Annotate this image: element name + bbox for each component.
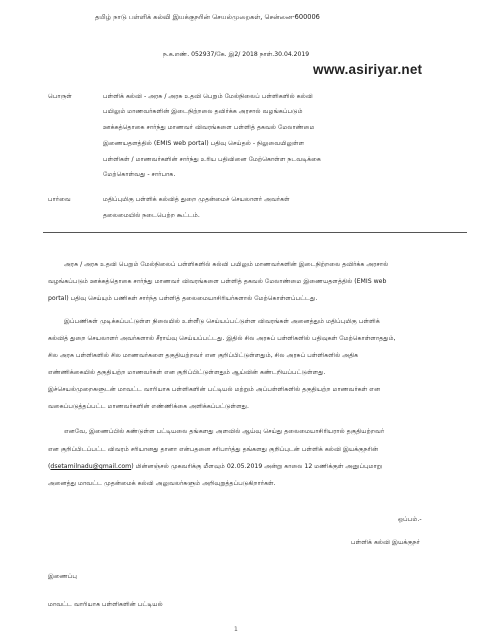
page-number: 1 bbox=[234, 626, 238, 633]
body-line: எண்ணிக்கையில் தகுதியற்ற மாணவர்கள் என குறிப்பிட்டுள்ளதும் ஆய்வின் கண்டறியப்பட்டுள்ளது. bbox=[48, 369, 326, 376]
email-link[interactable]: dsetamilnadu@gmail.com bbox=[50, 463, 132, 470]
body-line: வகைப்படுத்தப்பட்ட மாணவர்களின் எண்ணிக்கை அளிக்கப்பட்டுள்ளது. bbox=[48, 403, 249, 410]
body-line: எனவே, இணைப்பில் கண்டுள்ள பட்டியலை தங்களது அளவில் ஆய்வு செய்து தலைமையாசிரியரால் தகுதியற்றவர் bbox=[64, 428, 385, 435]
subject-line: மேற்கொள்வது - சார்பாக. bbox=[103, 171, 176, 178]
body-line: இப்பணிகள் முடிக்கப்பட்டுள்ள நிலையில் உள்ளீடு செய்யப்பட்டுள்ள விவரங்கள் அனைத்தும் மதிப்புமிகு பள்ளிக் bbox=[64, 318, 380, 325]
signing-authority: பள்ளிக் கல்வி இயக்குநர் bbox=[351, 539, 420, 546]
body-line: என குறிப்பிடப்பட்ட விவரம் சரியானது தானா என்பதனை சரிபார்த்து தங்களது குறிப்புடன் பள்ளிக் கல்வி இயக்குநரின் bbox=[48, 446, 379, 453]
signed-mark: ஒப்பம்.- bbox=[398, 516, 422, 523]
email-line-rest: ) மின்னஞ்சல் முகவரிக்கு மீளவும் 02.05.2019 அன்று காலை 12 மணிக்குள் அனுப்புமாறு bbox=[131, 463, 383, 470]
body-line-email bbox=[48, 463, 382, 471]
subject-line: பள்ளிகள் / மாணவர்களின் சார்ந்து உரிய பதிவினை மேற்கொள்ள நடவடிக்கை bbox=[103, 156, 321, 163]
reference-number: ந.க.எண். 052937/கே. இ2/ 2018 நாள்.30.04.2019 bbox=[163, 51, 310, 58]
body-line: இச்செயல்முறைகளுடன் மாவட்ட வாரியாக பள்ளிகளின் பட்டியல் மற்றும் அப்பள்ளிகளில் தகுதியற்ற மாணவர்கள் என bbox=[48, 386, 381, 393]
subject-line: பயிலும் மாணவர்களின் இடைநிற்றலை தவிர்க்க அரசால் வழங்கப்படும் bbox=[103, 108, 303, 115]
office-header: தமிழ் நாடு பள்ளிக் கல்வி இயக்குநரின் செயல்முறைகள், சென்னை-600006 bbox=[95, 13, 320, 21]
reference-line: தலைமையில் நடைபெற்ற கூட்டம். bbox=[103, 212, 200, 219]
enclosure-item: மாவட்ட வாரியாக பள்ளிகளின் பட்டியல் bbox=[48, 601, 163, 608]
divider bbox=[43, 232, 467, 233]
subject-line: பள்ளிக் கல்வி - அரசு / அரசு உதவி பெறும் மேல்நிலைப் பள்ளிகளில் கல்வி bbox=[103, 93, 313, 100]
subject-line: ஊக்கத்தொகை சார்ந்து மாணவர் விவரங்களை பள்ளித் தகவல் மேலாண்மை bbox=[103, 124, 315, 131]
body-line: கல்வித் துறை செயலாளர் அவர்களால் சீராய்வு செய்யப்பட்டது. இதில் சில அரசுப் பள்ளிகளில் பதிவுகள் மேற்கொள்ளாததும், bbox=[48, 335, 396, 342]
reference-label: பார்வை bbox=[48, 196, 71, 203]
subject-line: இணையதளத்தில் (EMIS web portal) பதிவு செய்தல் - நிலுவையிலுள்ள bbox=[103, 140, 305, 147]
body-line: அனைத்து மாவட்ட முதன்மைக் கல்வி அலுவலர்களும் அறிவுறுத்தப்படுகிறார்கள். bbox=[48, 480, 276, 487]
body-line: சில அரசு பள்ளிகளில் சில மாணவர்களை தகுதியற்றவர் என குறிப்பிட்டுள்ளதும், சில அரசுப் பள்ளிகளில் அதிக bbox=[48, 352, 359, 359]
enclosure-label: இணைப்பு bbox=[48, 573, 77, 580]
email-paren-open: ( bbox=[48, 463, 51, 470]
body-line: வழங்கப்படும் ஊக்கத்தொகை சார்ந்து மாணவர் விவரங்களை பள்ளித் தகவல் மேலாண்மை இணையதளத்தில் (EMIS web bbox=[48, 278, 387, 285]
subject-label: பொருள் bbox=[48, 93, 72, 100]
body-line: அரசு / அரசு உதவி பெறும் மேல்நிலைப் பள்ளிகளில் கல்வி பயிலும் மாணவர்களின் இடைநிற்றலை தவிர்க்க அரசால் bbox=[64, 261, 389, 268]
watermark-site: www.asiriyar.net bbox=[313, 62, 423, 77]
reference-line: மதிப்புமிகு பள்ளிக் கல்வித் துறை முதன்மைச் செயலாளர் அவர்கள் bbox=[103, 196, 290, 203]
body-line: portal) பதிவு செய்யும் பணிகள் சார்ந்த பள்ளித் தலைமையாசிரியர்களால் மேற்கொள்ளப்பட்டது. bbox=[48, 295, 318, 302]
